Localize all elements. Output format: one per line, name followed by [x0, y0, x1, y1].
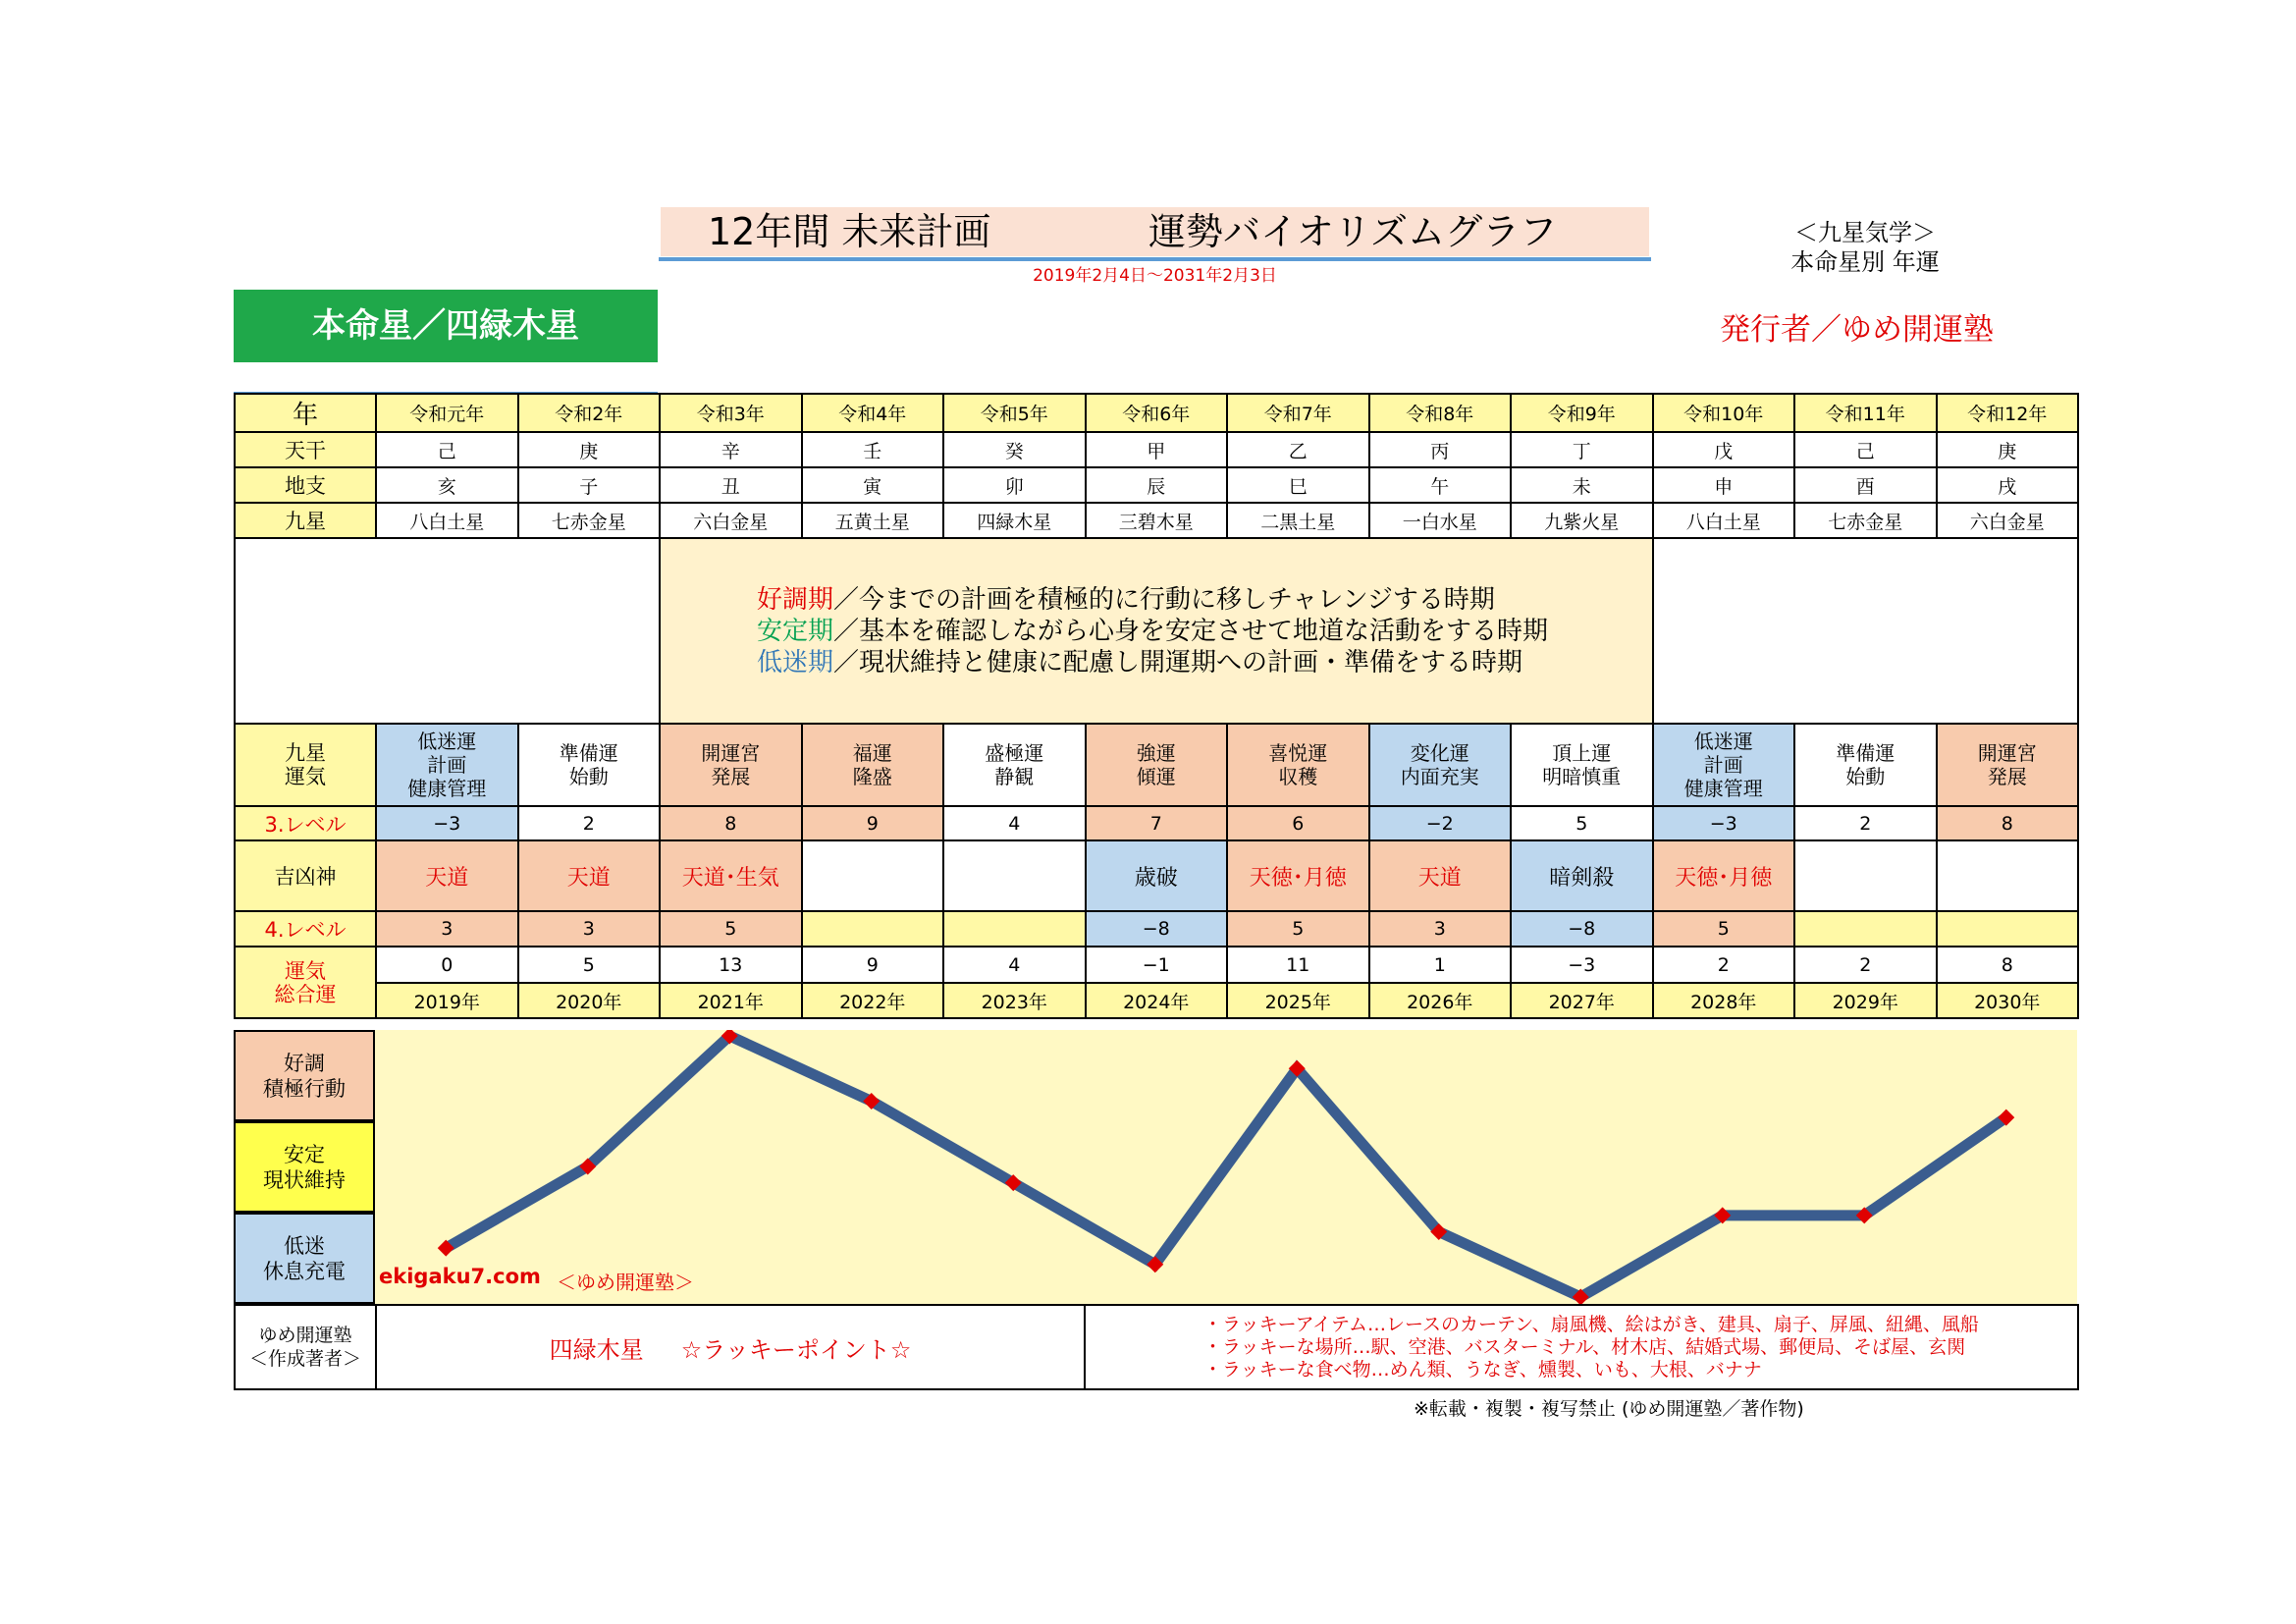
unki-line: 変化運	[1410, 741, 1469, 765]
level3-cell: 6	[1227, 806, 1369, 840]
year-cell: 2024年	[1086, 983, 1228, 1018]
tenkan-cell: 癸	[943, 432, 1086, 467]
chishi-cell: 午	[1369, 467, 1512, 503]
message-text-good: ／今までの計画を積極的に行動に移しチャレンジする時期	[833, 584, 1495, 615]
level4-cell: 5	[660, 911, 802, 947]
unki-cell	[1653, 724, 1795, 806]
level4-cell: 5	[1227, 911, 1369, 947]
era-cell: 令和4年	[802, 394, 944, 432]
kyusei-cell: 三碧木星	[1086, 503, 1228, 538]
chishi-cell: 丑	[660, 467, 802, 503]
chishi-cell: 卯	[943, 467, 1086, 503]
tenkan-cell: 甲	[1086, 432, 1228, 467]
year-cell: 2022年	[802, 983, 944, 1018]
unki-line: 健康管理	[407, 777, 487, 800]
year-cell: 2020年	[518, 983, 661, 1018]
chishi-cell: 寅	[802, 467, 944, 503]
message-line2	[757, 616, 1652, 647]
unki-line: 福運	[852, 741, 892, 765]
year-cell: 2026年	[1369, 983, 1512, 1018]
total-cell: −1	[1086, 947, 1228, 983]
kyusei-cell: 七赤金星	[518, 503, 661, 538]
row-label-year: 年	[235, 394, 376, 432]
date-range: 2019年2月4日～2031年2月3日	[1033, 266, 1277, 286]
total-cell: 13	[660, 947, 802, 983]
year-cell: 2028年	[1653, 983, 1795, 1018]
unki-cell	[802, 724, 944, 806]
kyusei-cell: 六白金星	[660, 503, 802, 538]
series-line	[446, 1036, 2006, 1297]
fortune-table	[234, 393, 2079, 1019]
level4-cell: 3	[1369, 911, 1512, 947]
kyusei-cell: 四緑木星	[943, 503, 1086, 538]
row-label-tenkan: 天干	[235, 432, 376, 467]
year-cell: 2029年	[1794, 983, 1937, 1018]
level4-cell	[1937, 911, 2079, 947]
honmei-badge: 本命星／四緑木星	[234, 290, 658, 362]
unki-line: 内面充実	[1400, 765, 1479, 788]
level3-cell: −3	[1653, 806, 1795, 840]
unki-line: 低迷運	[1693, 730, 1753, 753]
kyusei-cell: 八白土星	[1653, 503, 1795, 538]
row-label-kyusei: 九星	[235, 503, 376, 538]
unki-line: 明暗慎重	[1542, 765, 1622, 788]
message-blank-left	[235, 538, 660, 724]
unki-line: 始動	[1845, 765, 1886, 788]
total-cell: 11	[1227, 947, 1369, 983]
unki-line: 準備運	[559, 741, 618, 765]
unki-line: 静観	[994, 765, 1035, 788]
year-cell: 2021年	[660, 983, 802, 1018]
band-low	[234, 1213, 375, 1304]
level3-cell: 7	[1086, 806, 1228, 840]
year-cell: 2027年	[1511, 983, 1653, 1018]
title-left: 12年間 未来計画	[708, 210, 991, 253]
lucky-title: 四緑木星 ☆ラッキーポイント☆	[376, 1305, 1085, 1389]
unki-cell	[376, 724, 518, 806]
kikkyo-cell	[802, 840, 944, 911]
lucky-items: ・ラッキーアイテム…レースのカーテン、扇風機、絵はがき、建具、扇子、屏風、紐縄、風船	[1203, 1313, 1979, 1335]
total-label1: 運気	[285, 958, 326, 983]
copyright: ※転載・複製・複写禁止 (ゆめ開運塾／著作物)	[1414, 1398, 1804, 1420]
unki-line: 強運	[1136, 741, 1176, 765]
total-cell: 2	[1653, 947, 1795, 983]
kyusei-cell: 二黒土星	[1227, 503, 1369, 538]
message-line1	[757, 584, 1652, 616]
total-cell: 0	[376, 947, 518, 983]
level4-cell	[943, 911, 1086, 947]
message-key-good: 好調期	[757, 584, 834, 615]
subtitle-line2: 本命星別 年運	[1790, 248, 1940, 276]
tenkan-cell: 戊	[1653, 432, 1795, 467]
unki-cell	[1086, 724, 1228, 806]
era-cell: 令和12年	[1937, 394, 2079, 432]
row-label-level4: 4.レベル	[235, 911, 376, 947]
level4-cell: −8	[1511, 911, 1653, 947]
unki-line: 傾運	[1136, 765, 1176, 788]
message-box	[660, 538, 1653, 724]
unki-line: 準備運	[1836, 741, 1896, 765]
unki-line: 収穫	[1278, 765, 1318, 788]
chishi-cell: 亥	[376, 467, 518, 503]
tenkan-cell: 丙	[1369, 432, 1512, 467]
subtitle-line1: ＜九星気学＞	[1794, 219, 1936, 246]
band-low-label1: 低迷	[284, 1233, 325, 1258]
year-cell: 2025年	[1227, 983, 1369, 1018]
level3-cell: −3	[376, 806, 518, 840]
unki-line: 健康管理	[1683, 777, 1763, 800]
band-stable-label2: 現状維持	[263, 1167, 346, 1192]
unki-cell	[1937, 724, 2079, 806]
total-label2: 総合運	[274, 982, 337, 1006]
level3-cell: 5	[1511, 806, 1653, 840]
level3-cell: 2	[518, 806, 661, 840]
level4-cell: −8	[1086, 911, 1228, 947]
kikkyo-cell	[1794, 840, 1937, 911]
unki-line: 盛極運	[985, 741, 1044, 765]
kyusei-cell: 五黄土星	[802, 503, 944, 538]
level3-cell: 2	[1794, 806, 1937, 840]
band-good-label1: 好調	[284, 1051, 325, 1075]
unki-cell	[943, 724, 1086, 806]
unki-line: 計画	[1703, 753, 1743, 777]
era-cell: 令和10年	[1653, 394, 1795, 432]
total-cell: 5	[518, 947, 661, 983]
publisher: 発行者／ゆめ開運塾	[1720, 312, 1994, 348]
unki-cell	[1511, 724, 1653, 806]
total-cell: −3	[1511, 947, 1653, 983]
site-url: ekigaku7.com	[379, 1265, 541, 1288]
unki-label1: 九星	[285, 741, 326, 765]
kikkyo-cell: 暗剣殺	[1511, 840, 1653, 911]
tenkan-cell: 壬	[802, 432, 944, 467]
total-cell: 8	[1937, 947, 2079, 983]
unki-cell	[1227, 724, 1369, 806]
tenkan-cell: 己	[376, 432, 518, 467]
tenkan-cell: 乙	[1227, 432, 1369, 467]
author-cell	[235, 1305, 376, 1389]
unki-cell	[518, 724, 661, 806]
page-title	[661, 207, 1649, 256]
kikkyo-cell: 天道･生気	[660, 840, 802, 911]
level4-cell: 3	[376, 911, 518, 947]
era-cell: 令和元年	[376, 394, 518, 432]
level4-cell	[1794, 911, 1937, 947]
unki-line: 発展	[1987, 765, 2027, 788]
kikkyo-cell: 天徳･月徳	[1227, 840, 1369, 911]
message-line3	[757, 647, 1652, 678]
total-cell: 1	[1369, 947, 1512, 983]
biorhythm-chart	[375, 1030, 2077, 1304]
unki-line: 開運宮	[1977, 741, 2037, 765]
kyusei-cell: 一白水星	[1369, 503, 1512, 538]
row-label-chishi: 地支	[235, 467, 376, 503]
level4-cell: 3	[518, 911, 661, 947]
kikkyo-cell	[1937, 840, 2079, 911]
era-cell: 令和6年	[1086, 394, 1228, 432]
era-cell: 令和11年	[1794, 394, 1937, 432]
era-cell: 令和3年	[660, 394, 802, 432]
band-stable	[234, 1121, 375, 1213]
kyusei-cell: 六白金星	[1937, 503, 2079, 538]
kikkyo-cell: 天道	[518, 840, 661, 911]
unki-cell	[1369, 724, 1512, 806]
unki-line: 始動	[568, 765, 609, 788]
tenkan-cell: 辛	[660, 432, 802, 467]
unki-label2: 運気	[285, 765, 326, 788]
band-stable-label1: 安定	[284, 1142, 325, 1166]
level3-cell: 8	[1937, 806, 2079, 840]
kikkyo-cell: 天道	[376, 840, 518, 911]
unki-cell	[660, 724, 802, 806]
band-good	[234, 1030, 375, 1121]
unki-line: 計画	[427, 753, 467, 777]
kikkyo-cell: 歳破	[1086, 840, 1228, 911]
band-good-label2: 積極行動	[263, 1076, 346, 1101]
unki-cell	[1794, 724, 1937, 806]
message-key-low: 低迷期	[757, 647, 834, 677]
era-cell: 令和7年	[1227, 394, 1369, 432]
row-label-kikkyo: 吉凶神	[235, 840, 376, 911]
row-label-total	[235, 947, 376, 1018]
site-tag: ＜ゆめ開運塾＞	[557, 1271, 694, 1294]
subtitle-block	[1718, 218, 2012, 277]
unki-line: 頂上運	[1552, 741, 1612, 765]
chishi-cell: 巳	[1227, 467, 1369, 503]
chishi-cell: 未	[1511, 467, 1653, 503]
chishi-cell: 申	[1653, 467, 1795, 503]
year-cell: 2023年	[943, 983, 1086, 1018]
level3-cell: 8	[660, 806, 802, 840]
era-cell: 令和8年	[1369, 394, 1512, 432]
chishi-cell: 戌	[1937, 467, 2079, 503]
unki-line: 隆盛	[852, 765, 892, 788]
era-cell: 令和2年	[518, 394, 661, 432]
author-role: ＜作成著者＞	[248, 1348, 361, 1370]
era-cell: 令和5年	[943, 394, 1086, 432]
total-cell: 9	[802, 947, 944, 983]
message-text-stable: ／基本を確認しながら心身を安定させて地道な活動をする時期	[833, 616, 1549, 646]
unki-line: 開運宮	[701, 741, 761, 765]
tenkan-cell: 庚	[518, 432, 661, 467]
kyusei-cell: 九紫火星	[1511, 503, 1653, 538]
tenkan-cell: 己	[1794, 432, 1937, 467]
message-key-stable: 安定期	[757, 616, 834, 646]
level4-cell	[802, 911, 944, 947]
lucky-places: ・ラッキーな場所…駅、空港、バスターミナル、材木店、結婚式場、郵便局、そば屋、玄関	[1203, 1335, 1966, 1358]
total-cell: 4	[943, 947, 1086, 983]
lucky-foods: ・ラッキーな食べ物…めん類、うなぎ、燻製、いも、大根、バナナ	[1203, 1358, 1762, 1380]
total-cell: 2	[1794, 947, 1937, 983]
tenkan-cell: 庚	[1937, 432, 2079, 467]
message-blank-right	[1653, 538, 2079, 724]
tenkan-cell: 丁	[1511, 432, 1653, 467]
era-cell: 令和9年	[1511, 394, 1653, 432]
kyusei-cell: 七赤金星	[1794, 503, 1937, 538]
kikkyo-cell	[943, 840, 1086, 911]
lucky-list	[1085, 1305, 2078, 1389]
footer-table	[234, 1304, 2079, 1390]
kyusei-cell: 八白土星	[376, 503, 518, 538]
title-right: 運勢バイオリズムグラフ	[1148, 210, 1558, 253]
kikkyo-cell: 天徳･月徳	[1653, 840, 1795, 911]
unki-line: 喜悦運	[1268, 741, 1328, 765]
level3-cell: 4	[943, 806, 1086, 840]
author-name: ゆめ開運塾	[258, 1325, 352, 1346]
row-label-unki	[235, 724, 376, 806]
row-label-level3: 3.レベル	[235, 806, 376, 840]
chishi-cell: 酉	[1794, 467, 1937, 503]
level3-cell: −2	[1369, 806, 1512, 840]
level3-cell: 9	[802, 806, 944, 840]
band-low-label2: 休息充電	[263, 1259, 346, 1283]
year-cell: 2030年	[1937, 983, 2079, 1018]
message-text-low: ／現状維持と健康に配慮し開運期への計画・準備をする時期	[833, 647, 1523, 677]
unki-line: 低迷運	[417, 730, 477, 753]
level4-cell: 5	[1653, 911, 1795, 947]
kikkyo-cell: 天道	[1369, 840, 1512, 911]
chishi-cell: 辰	[1086, 467, 1228, 503]
chishi-cell: 子	[518, 467, 661, 503]
unki-line: 発展	[711, 765, 751, 788]
year-cell: 2019年	[376, 983, 518, 1018]
